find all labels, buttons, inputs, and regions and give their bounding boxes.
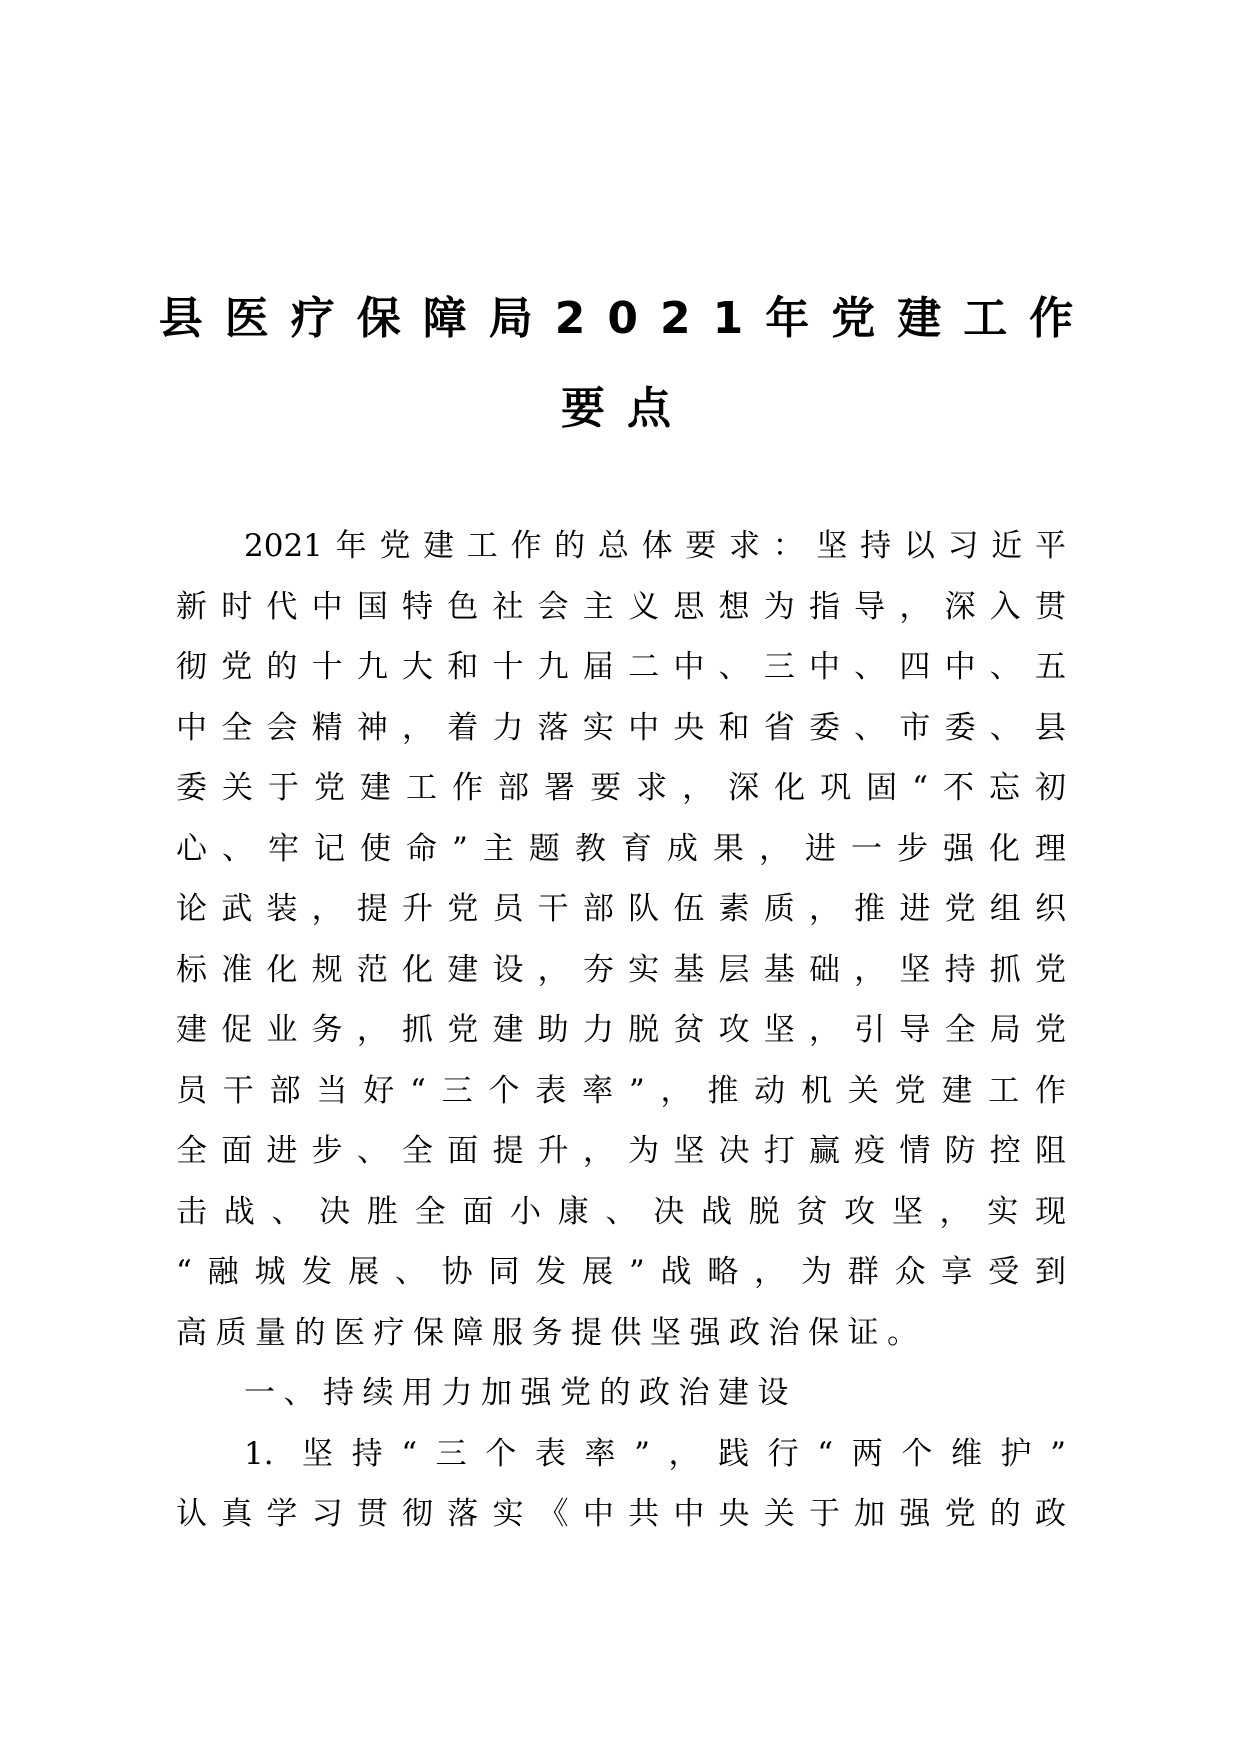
paragraph-line: 2021年党建工作的总体要求：坚持以习近平	[244, 528, 1066, 564]
paragraph-line: 标准化规范化建设，夯实基层基础，坚持抓党	[176, 951, 1066, 988]
subsection-heading: 1. 坚持“三个表率”，践行“两个维护”	[244, 1435, 1066, 1472]
paragraph-line: 员干部当好“三个表率”，推动机关党建工作	[176, 1072, 1066, 1109]
paragraph-line: 委关于党建工作部署要求，深化巩固“不忘初	[176, 770, 1066, 806]
paragraph-line: “融城发展、协同发展”战略，为群众享受到	[176, 1254, 1066, 1290]
section-heading: 一、持续用力加强党的政治建设	[244, 1375, 797, 1411]
paragraph-line: 心、牢记使命”主题教育成果，进一步强化理	[176, 830, 1066, 867]
paragraph-line: 论武装，提升党员干部队伍素质，推进党组织	[176, 891, 1066, 927]
document-body	[176, 516, 1066, 1545]
paragraph-line: 认真学习贯彻落实《中共中央关于加强党的政	[176, 1496, 1066, 1532]
paragraph-line: 建促业务，抓党建助力脱贫攻坚，引导全局党	[176, 1012, 1066, 1048]
document-title-line-2: 要点	[561, 383, 693, 434]
paragraph-line: 全面进步、全面提升，为坚决打赢疫情防控阻	[176, 1133, 1066, 1169]
paragraph-line: 彻党的十九大和十九届二中、三中、四中、五	[176, 649, 1066, 685]
paragraph-line: 中全会精神，着力落实中央和省委、市委、县	[176, 709, 1066, 746]
paragraph-line: 击战、决胜全面小康、决战脱贫攻坚，实现	[176, 1193, 1066, 1230]
paragraph-line: 高质量的医疗保障服务提供坚强政治保证。	[176, 1314, 927, 1351]
paragraph-line: 新时代中国特色社会主义思想为指导，深入贯	[176, 588, 1066, 625]
document-title-line-1: 县医疗保障局2021年党建工作	[158, 293, 1096, 344]
